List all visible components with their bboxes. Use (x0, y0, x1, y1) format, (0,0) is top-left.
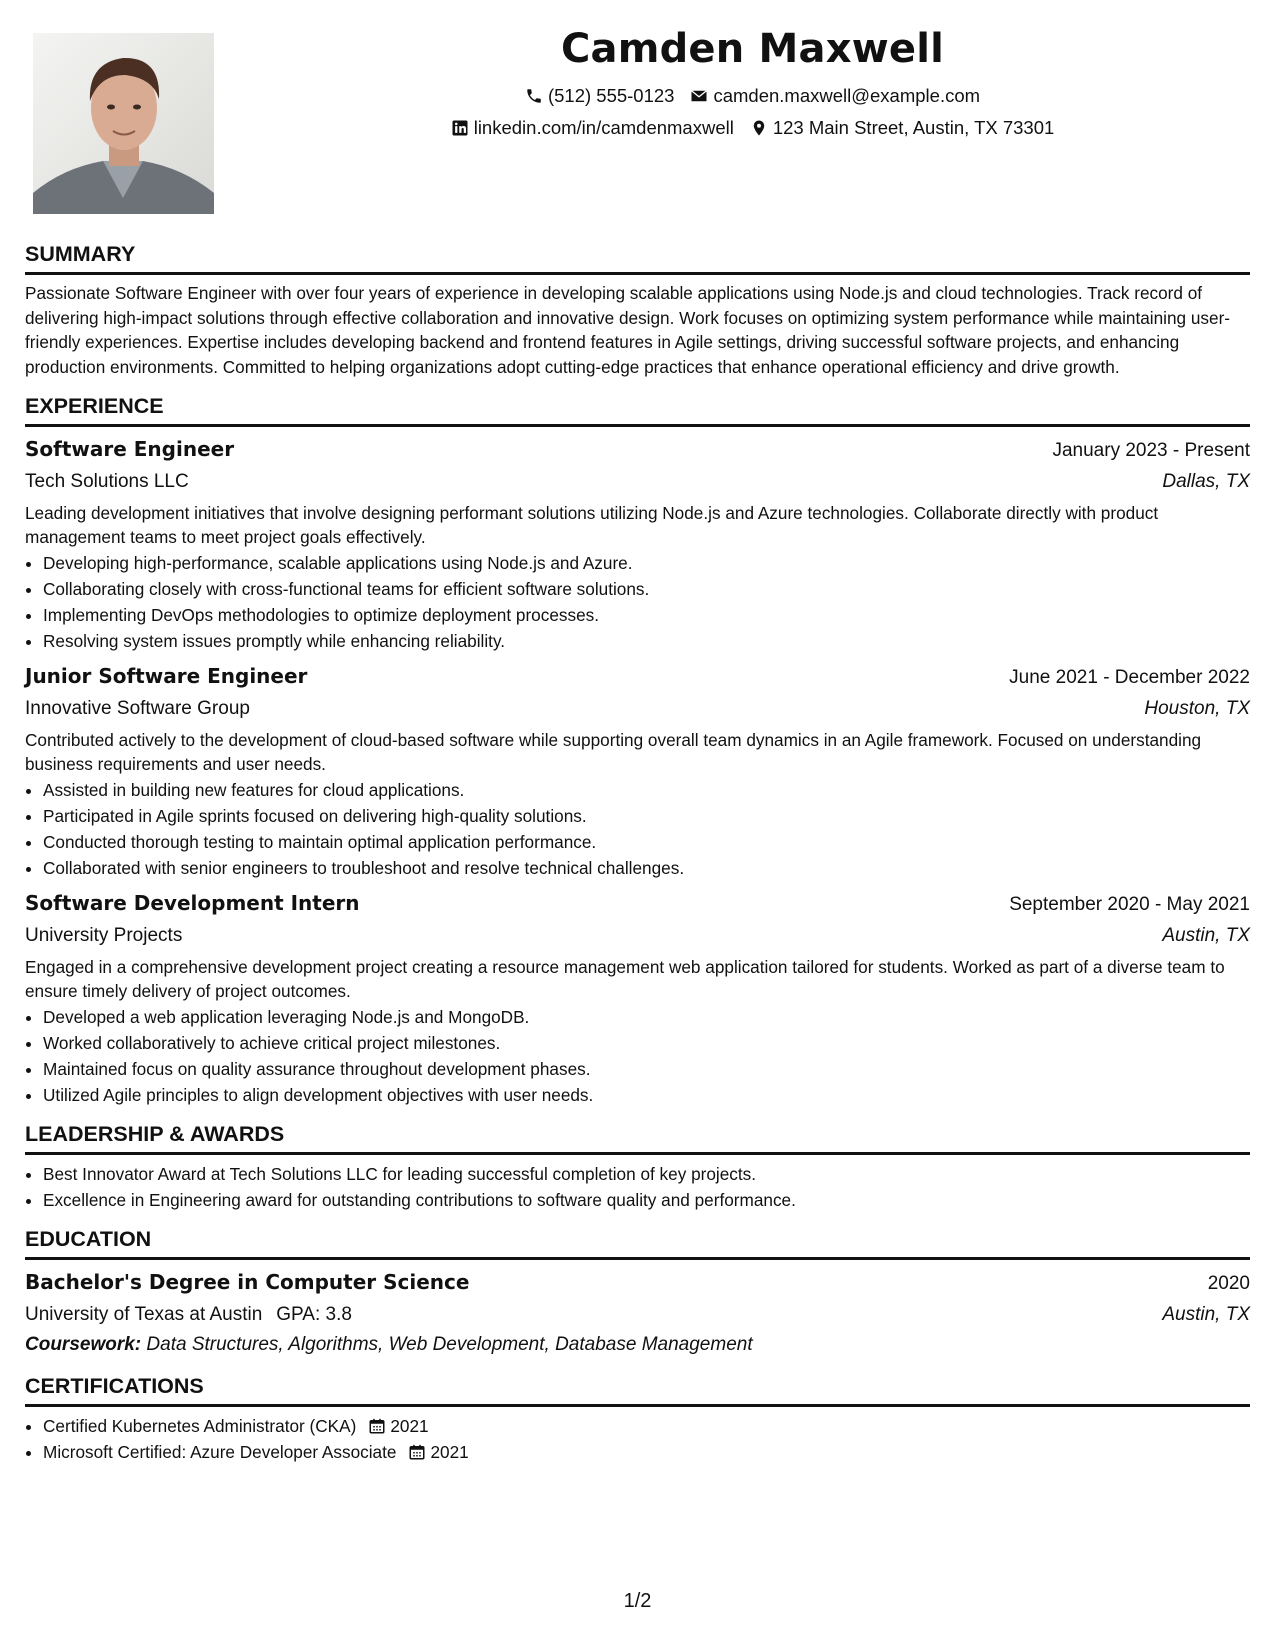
coursework (25, 1330, 1250, 1360)
section-title-summary: SUMMARY (25, 242, 136, 266)
certifications-section (25, 1372, 1250, 1465)
contact-phone (525, 80, 675, 112)
certification-entry (43, 1439, 1250, 1465)
section-divider (25, 1257, 1250, 1260)
job-entry-2 (25, 660, 1250, 881)
job-title: Software Development Intern (25, 890, 360, 915)
list-item: • Collaborating closely with cross-functional teams for efficient software solutions. (43, 576, 1250, 602)
map-pin-icon (750, 119, 768, 137)
certification-entry (43, 1413, 1250, 1439)
job-company: University Projects (25, 924, 183, 946)
job-company-row (25, 467, 1250, 497)
job-location: Dallas, TX (1162, 470, 1250, 492)
calendar-icon (368, 1417, 386, 1435)
certification-name: • Certified Kubernetes Administrator (CKA) (43, 1415, 357, 1436)
job-location: Austin, TX (1162, 924, 1250, 946)
section-title-experience: EXPERIENCE (25, 393, 164, 418)
section-divider (25, 1404, 1250, 1407)
leadership-section (25, 1120, 1250, 1213)
job-description: Leading development initiatives that involve designing performant solutions utilizing Node.js and Azure technologies. Collaborate directly with product management teams to meet project goals effectively. (25, 502, 1159, 548)
list-item: • Excellence in Engineering award for outstanding contributions to software quality and performance. (43, 1187, 1250, 1213)
linkedin-text[interactable]: linkedin.com/in/camdenmaxwell (473, 117, 734, 138)
contact-line-2 (230, 112, 1275, 144)
resume-header (230, 18, 1275, 144)
job-company-row (25, 694, 1250, 724)
certification-name: • Microsoft Certified: Azure Developer Associate (43, 1441, 397, 1462)
list-item: • Conducted thorough testing to maintain optimal application performance. (43, 829, 1250, 855)
certification-year: 2021 (390, 1415, 429, 1436)
section-title-leadership: LEADERSHIP & AWARDS (25, 1121, 285, 1146)
job-description: Contributed actively to the development of cloud-based software while supporting overall team dynamics in an Agile framework. Focused on understanding business requirements and user needs. (25, 729, 1202, 775)
job-header-row (25, 433, 1250, 467)
contact-linkedin (451, 112, 734, 144)
degree-title: Bachelor's Degree in Computer Science (25, 1269, 470, 1294)
job-title: Junior Software Engineer (25, 663, 308, 688)
list-item (43, 1413, 1250, 1439)
job-company-row (25, 921, 1250, 951)
contact-address (750, 112, 1054, 144)
section-title-certifications: CERTIFICATIONS (25, 1373, 204, 1398)
job-bullets (25, 1004, 1250, 1108)
coursework-label: Coursework: (25, 1333, 142, 1355)
list-item: • Maintained focus on quality assurance throughout development phases. (43, 1056, 1250, 1082)
job-date: January 2023 - Present (1052, 439, 1250, 461)
job-header-row (25, 660, 1250, 694)
job-entry-3 (25, 887, 1250, 1108)
list-item: • Best Innovator Award at Tech Solutions LLC for leading successful completion of key projects. (43, 1161, 1250, 1187)
education-header-row (25, 1266, 1250, 1300)
education-school-row (25, 1300, 1250, 1330)
list-item (43, 1439, 1250, 1465)
awards-list (25, 1161, 1250, 1213)
job-bullets (25, 550, 1250, 654)
list-item: • Developing high-performance, scalable applications using Node.js and Azure. (43, 550, 1250, 576)
gpa: GPA: 3.8 (276, 1303, 352, 1325)
job-bullets (25, 777, 1250, 881)
graduation-year: 2020 (1207, 1272, 1250, 1294)
list-item: • Developed a web application leveraging Node.js and MongoDB. (43, 1004, 1250, 1030)
job-date: June 2021 - December 2022 (1009, 666, 1250, 688)
calendar-icon (408, 1443, 426, 1461)
certification-year: 2021 (430, 1441, 469, 1462)
coursework-list: Data Structures, Algorithms, Web Development, Database Management (146, 1333, 753, 1355)
job-title: Software Engineer (25, 436, 235, 461)
school-and-gpa (25, 1300, 352, 1330)
list-item: • Implementing DevOps methodologies to optimize deployment processes. (43, 602, 1250, 628)
list-item: • Worked collaboratively to achieve critical project milestones. (43, 1030, 1250, 1056)
linkedin-icon (451, 119, 469, 137)
job-entry-1 (25, 433, 1250, 654)
experience-section (25, 392, 1250, 1108)
contact-line-1 (230, 80, 1275, 112)
job-location: Houston, TX (1144, 697, 1250, 719)
list-item: • Resolving system issues promptly while enhancing reliability. (43, 628, 1250, 654)
job-company: Tech Solutions LLC (25, 470, 189, 492)
section-title-education: EDUCATION (25, 1226, 152, 1251)
job-company: Innovative Software Group (25, 697, 250, 719)
envelope-icon (690, 87, 708, 105)
page-number: 1/2 (623, 1590, 652, 1612)
section-divider (25, 1152, 1250, 1155)
list-item: • Utilized Agile principles to align development objectives with user needs. (43, 1082, 1250, 1108)
email-text[interactable]: camden.maxwell@example.com (713, 85, 981, 106)
phone-text[interactable]: (512) 555-0123 (547, 85, 675, 106)
section-divider (25, 272, 1250, 275)
section-divider (25, 424, 1250, 427)
school-location: Austin, TX (1162, 1303, 1250, 1325)
candidate-name: Camden Maxwell (560, 26, 945, 72)
job-date: September 2020 - May 2021 (1009, 893, 1250, 915)
resume-body (25, 240, 1250, 1465)
education-section (25, 1225, 1250, 1360)
phone-icon (525, 87, 543, 105)
certification-date (408, 1439, 468, 1465)
job-header-row (25, 887, 1250, 921)
summary-text: Passionate Software Engineer with over four years of experience in developing scalable applications using Node.js and cloud technologies. Track record of delivering high-impact solutions through effective collaboration and innovative design. Work focuses on optimizing system performance while maintaining user-friendly experiences. Expertise includes developing backend and frontend features in Agile settings, driving successful software projects, and enhancing production environments. Committed to helping organizations adopt cutting-edge practices that enhance operational efficiency and drive growth. (25, 283, 1231, 378)
list-item: • Collaborated with senior engineers to troubleshoot and resolve technical challenges. (43, 855, 1250, 881)
contact-email (690, 80, 980, 112)
list-item: • Participated in Agile sprints focused on delivering high-quality solutions. (43, 803, 1250, 829)
profile-photo (33, 33, 214, 214)
certification-date (368, 1413, 428, 1439)
certifications-list (25, 1413, 1250, 1465)
school-name: University of Texas at Austin (25, 1303, 263, 1325)
list-item: • Assisted in building new features for cloud applications. (43, 777, 1250, 803)
job-description: Engaged in a comprehensive development project creating a resource management web application tailored for students. Worked as part of a diverse team to ensure timely delivery of project outcomes. (25, 956, 1225, 1002)
summary-section (25, 240, 1250, 380)
address-text: 123 Main Street, Austin, TX 73301 (772, 117, 1055, 138)
